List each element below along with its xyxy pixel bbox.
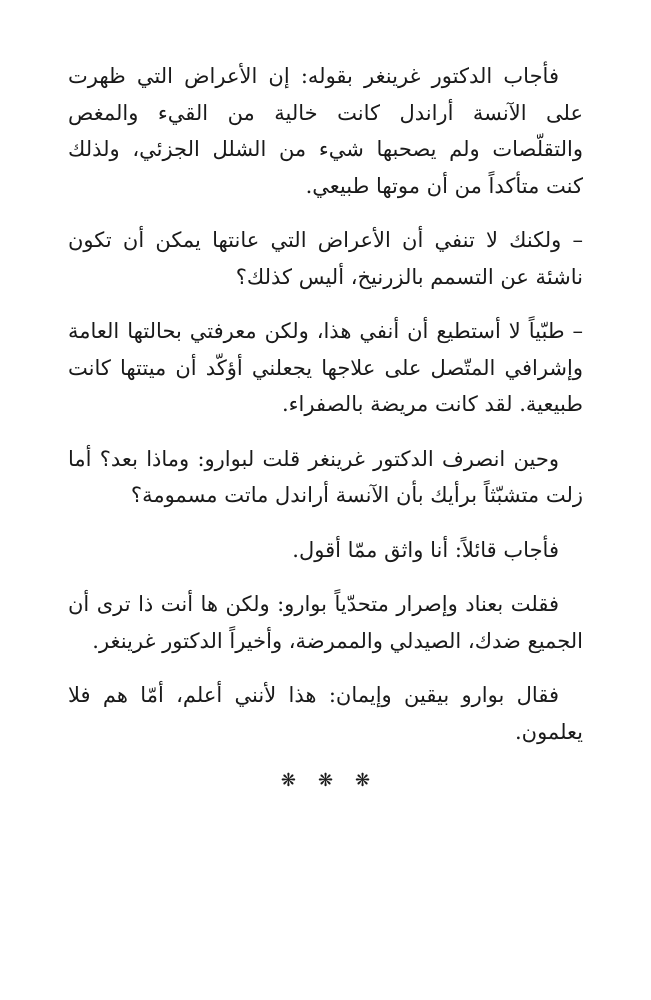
paragraph-3: – طبّياً لا أستطيع أن أنفي هذا، ولكن معرفتي بحالتها العامة وإشرافي المتّصل على علاجها يجعلني أؤكّد أن ميتتها كانت طبيعية. لقد كانت مريضة بالصفراء. bbox=[68, 319, 583, 416]
book-page bbox=[68, 58, 583, 791]
paragraph-1: فأجاب الدكتور غرينغر بقوله: إن الأعراض التي ظهرت على الآنسة أراندل كانت خالية من القيء والمغص والتقلّصات ولم يصحبها شيء من الشلل الجزئي، ولذلك كنت متأكداً من أن موتها طبيعي. bbox=[68, 64, 583, 198]
separator-star-icon: ❋ bbox=[355, 770, 393, 791]
separator-star-icon: ❋ bbox=[317, 770, 356, 791]
section-separator bbox=[68, 770, 583, 791]
paragraph-7: فقال بوارو بيقين وإيمان: هذا لأنني أعلم، أمّا هم فلا يعلمون. bbox=[68, 683, 583, 744]
paragraph-5: فأجاب قائلاً: أنا واثق ممّا أقول. bbox=[292, 537, 559, 562]
paragraph-2: – ولكنك لا تنفي أن الأعراض التي عانتها يمكن أن تكون ناشئة عن التسمم بالزرنيخ، أليس كذلك؟ bbox=[68, 228, 583, 289]
separator-star-icon: ❋ bbox=[280, 770, 318, 791]
paragraph-4: وحين انصرف الدكتور غرينغر قلت لبوارو: وماذا بعد؟ أما زلت متشبّثاً برأيك بأن الآنسة أراندل ماتت مسمومة؟ bbox=[68, 446, 583, 507]
paragraph-6: فقلت بعناد وإصرار متحدّياً بوارو: ولكن ها أنت ذا ترى أن الجميع ضدك، الصيدلي والممرضة، وأخيراً الدكتور غرينغر. bbox=[68, 592, 583, 653]
